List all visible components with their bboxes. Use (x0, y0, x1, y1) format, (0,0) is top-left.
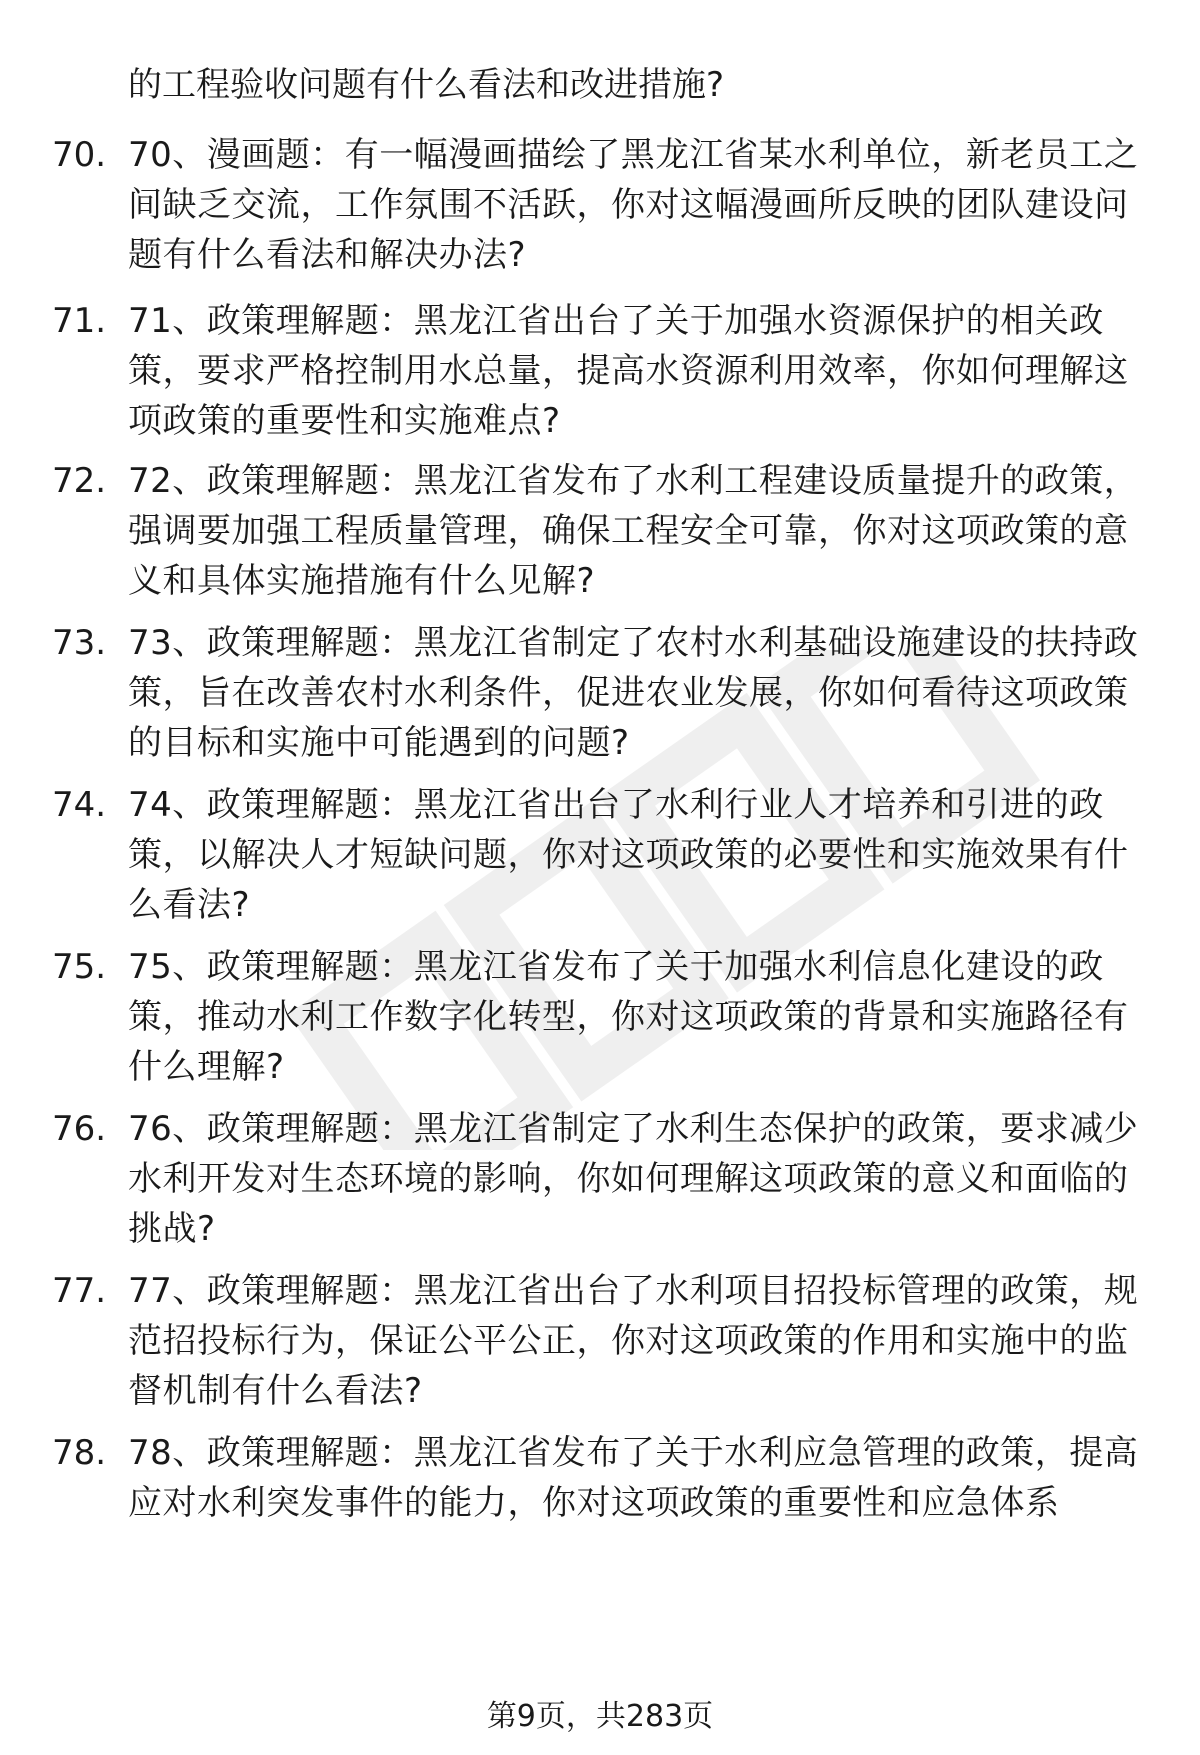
question-text: 78、政策理解题：黑龙江省发布了关于水利应急管理的政策，提高应对水利突发事件的能力，你对这项政策的重要性和应急体系 (128, 1433, 1139, 1523)
question-text: 70、漫画题：有一幅漫画描绘了黑龙江省某水利单位，新老员工之间缺乏交流，工作氛围不活跃，你对这幅漫画所反映的团队建设问题有什么看法和解决办法? (128, 135, 1139, 275)
question-text: 75、政策理解题：黑龙江省发布了关于加强水利信息化建设的政策，推动水利工作数字化转型，你对这项政策的背景和实施路径有什么理解? (128, 947, 1129, 1087)
question-number: 76. (52, 1109, 107, 1149)
question-number: 74. (52, 785, 107, 825)
page-footer: 第9页，共283页 (486, 1699, 714, 1734)
question-number: 75. (52, 947, 107, 987)
continuation-text: 的工程验收问题有什么看法和改进措施? (128, 65, 725, 105)
question-number: 73. (52, 623, 107, 663)
question-text: 77、政策理解题：黑龙江省出台了水利项目招投标管理的政策，规范招投标行为，保证公平公正，你对这项政策的作用和实施中的监督机制有什么看法? (128, 1271, 1139, 1411)
question-number: 77. (52, 1271, 107, 1311)
question-text: 76、政策理解题：黑龙江省制定了水利生态保护的政策，要求减少水利开发对生态环境的影响，你如何理解这项政策的意义和面临的挑战? (128, 1109, 1139, 1249)
question-text: 73、政策理解题：黑龙江省制定了农村水利基础设施建设的扶持政策，旨在改善农村水利条件，促进农业发展，你如何看待这项政策的目标和实施中可能遇到的问题? (128, 623, 1139, 763)
question-text: 72、政策理解题：黑龙江省发布了水利工程建设质量提升的政策，强调要加强工程质量管理，确保工程安全可靠，你对这项政策的意义和具体实施措施有什么见解? (128, 461, 1139, 601)
question-number: 78. (52, 1433, 107, 1473)
question-number: 70. (52, 135, 107, 175)
question-text: 74、政策理解题：黑龙江省出台了水利行业人才培养和引进的政策，以解决人才短缺问题，你对这项政策的必要性和实施效果有什么看法? (128, 785, 1129, 925)
question-number: 71. (52, 301, 107, 341)
question-number: 72. (52, 461, 107, 501)
question-text: 71、政策理解题：黑龙江省出台了关于加强水资源保护的相关政策，要求严格控制用水总量，提高水资源利用效率，你如何理解这项政策的重要性和实施难点? (128, 301, 1129, 441)
